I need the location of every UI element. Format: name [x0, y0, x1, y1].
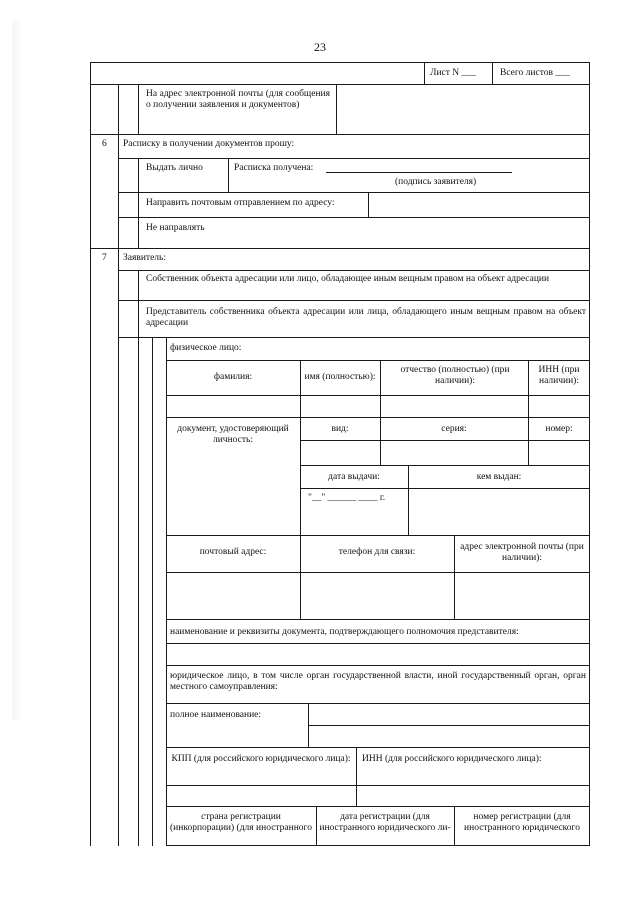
rule [166, 395, 590, 396]
owner-option[interactable]: Собственник объекта адресации или лицо, обладающее иным вещным правом на объект адресации [146, 274, 550, 284]
rule [166, 417, 590, 418]
section-number: 7 [102, 253, 107, 263]
rule [138, 84, 139, 134]
rule [166, 619, 590, 620]
column-header: номер регистрации (для иностранного юридического [464, 812, 580, 833]
rule [118, 192, 590, 193]
issue-personally-option[interactable]: Выдать лично [146, 163, 203, 173]
authority-document-label: наименование и реквизиты документа, подтверждающего полномочия представителя: [170, 627, 519, 637]
column-header: отчество (полностью) (при наличии): [400, 365, 510, 386]
rule [118, 217, 590, 218]
rule [118, 300, 590, 301]
rule [300, 440, 590, 441]
legal-entity-option[interactable]: юридическое лицо, в том числе орган государственной власти, иной государственный орган, орган местного самоуправления: [170, 671, 586, 692]
rule [308, 725, 590, 726]
rule [118, 337, 590, 338]
inn-label: ИНН (для российского юридического лица): [362, 754, 542, 764]
rule [118, 158, 590, 159]
rule [166, 535, 590, 536]
rule [380, 360, 381, 465]
signature-line[interactable] [326, 164, 512, 173]
rule [166, 572, 590, 573]
column-header: почтовый адрес: [199, 547, 267, 557]
email-delivery-option[interactable]: На адрес электронной почты (для сообщения о получении заявления и документов) [146, 89, 330, 110]
column-header: кем выдан: [476, 472, 522, 482]
rule [138, 270, 139, 846]
rule [368, 192, 369, 217]
rule [90, 134, 590, 135]
issue-date-field[interactable]: "__" ______ ____ г. [308, 493, 386, 503]
column-header: номер: [545, 424, 573, 434]
rule [166, 337, 167, 846]
section-title: Заявитель: [123, 253, 166, 263]
rule [308, 703, 309, 747]
column-header: страна регистрации (инкорпорации) (для иностранного [170, 812, 312, 833]
rule [166, 665, 590, 666]
full-name-label: полное наименование: [170, 710, 262, 720]
column-header: адрес электронной почты (при наличии): [460, 542, 584, 563]
send-by-post-option[interactable]: Направить почтовым отправлением по адресу: [146, 198, 335, 208]
rule [138, 158, 139, 248]
rule [336, 84, 337, 134]
rule [90, 62, 590, 63]
rule [228, 158, 229, 192]
column-header: фамилия: [213, 372, 253, 382]
kpp-label: КПП (для российского юридического лица): [171, 754, 351, 764]
receipt-received-label: Расписка получена: [234, 163, 314, 173]
scan-edge-shadow [12, 20, 22, 720]
rule [90, 84, 590, 85]
column-header: дата выдачи: [328, 472, 380, 482]
rule [300, 488, 590, 489]
rule [166, 747, 590, 748]
rule [118, 84, 119, 846]
column-header: дата регистрации (для иностранного юридического ли- [319, 812, 451, 833]
rule [166, 845, 590, 846]
identity-document-label: документ, удостоверяющий личность: [177, 424, 289, 445]
rule [356, 747, 357, 807]
application-form-table [90, 62, 590, 846]
rule [424, 62, 425, 84]
rule [166, 806, 590, 807]
individual-option[interactable]: физическое лицо: [170, 343, 242, 353]
column-header: имя (полностью): [304, 372, 376, 382]
do-not-send-option[interactable]: Не направлять [146, 223, 205, 233]
section-number: 6 [102, 139, 107, 149]
rule [166, 643, 590, 644]
rule [118, 270, 590, 271]
representative-option[interactable]: Представитель собственника объекта адресации или лица, обладающего иным вещным правом на объект адресации [146, 307, 586, 328]
rule [528, 360, 529, 465]
rule [492, 62, 493, 84]
total-sheets-field[interactable]: Всего листов ___ [500, 68, 570, 78]
rule [90, 248, 590, 249]
rule [90, 62, 91, 846]
column-header: ИНН (при наличии): [538, 365, 580, 386]
rule [166, 360, 590, 361]
column-header: вид: [331, 424, 349, 434]
rule [300, 465, 590, 466]
rule [300, 360, 301, 535]
column-header: телефон для связи: [338, 547, 416, 557]
rule [454, 535, 455, 619]
rule [166, 703, 590, 704]
page-number: 23 [314, 40, 326, 54]
section-title: Расписку в получении документов прошу: [123, 139, 295, 149]
sheet-number-field[interactable]: Лист N ___ [430, 68, 476, 78]
rule [166, 785, 590, 786]
rule [454, 806, 455, 846]
rule [152, 337, 153, 846]
column-header: серия: [441, 424, 467, 434]
rule [589, 62, 590, 846]
rule [316, 806, 317, 846]
signature-caption: (подпись заявителя) [395, 177, 477, 187]
